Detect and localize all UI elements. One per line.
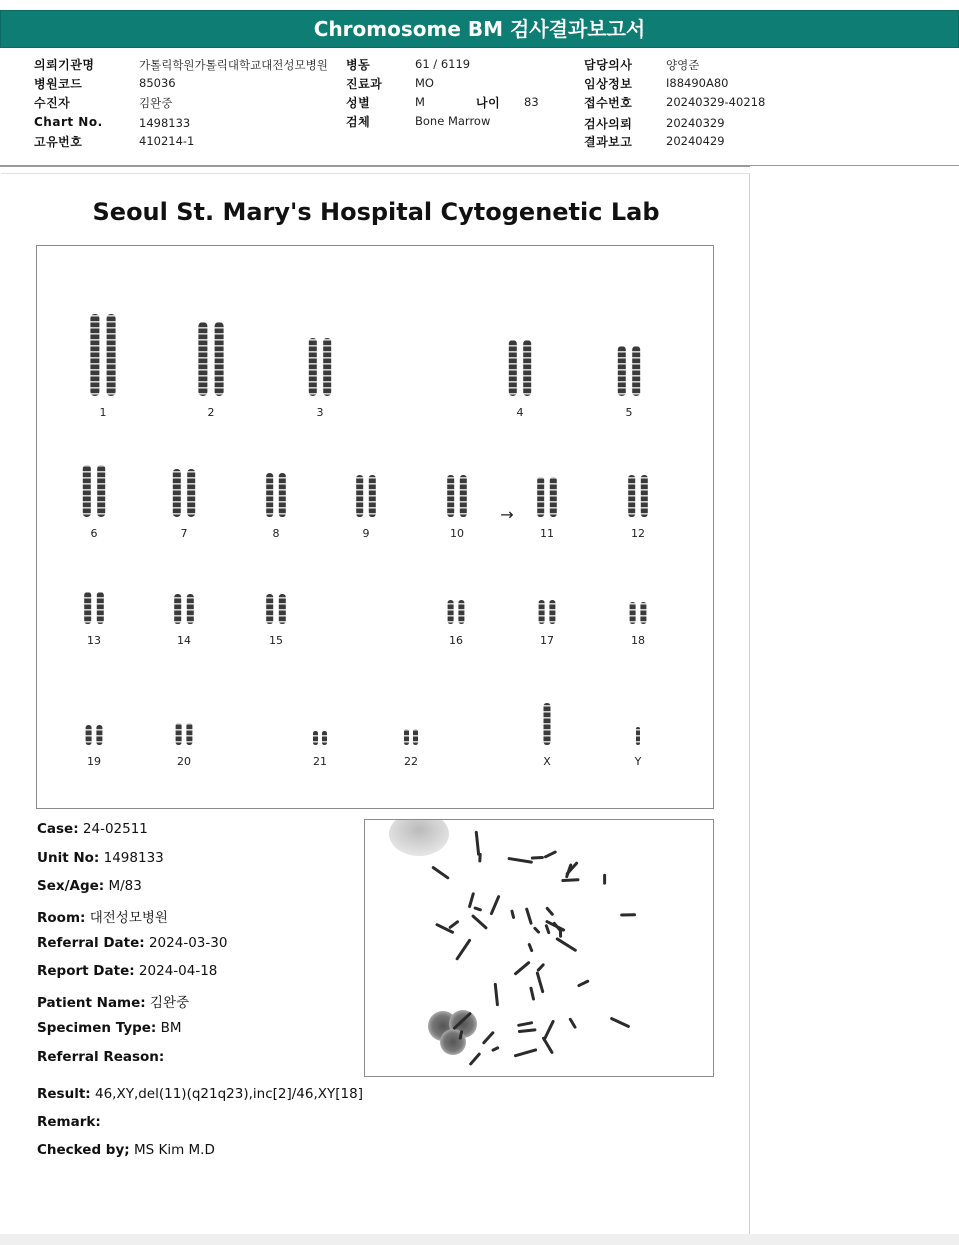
chart-label: Chart No. [34,115,103,129]
chromosome-label: 6 [90,527,98,540]
metaphase-chromosome-shape [518,1028,537,1033]
metaphase-chromosome-shape [491,1046,500,1052]
report-date-row [37,963,217,979]
referral-reason-label: Referral Reason: [37,1049,165,1065]
clinical-value: I88490A80 [666,76,729,90]
chromosome-label: 10 [450,527,464,540]
metaphase-chromosome-shape [568,1017,577,1029]
metaphase-chromosome-shape [473,906,482,911]
report-date-value: 2024-04-18 [138,963,218,979]
metaphase-chromosome-shape [455,938,472,961]
sex-label: 성별 [346,96,371,110]
metaphase-chromosome-shape [541,1036,554,1054]
patient-name-row [37,991,189,1011]
chromosome-label: 9 [362,527,370,540]
receipt-label: 접수번호 [584,96,633,110]
chromosome-label: 4 [516,406,524,419]
chromosome-shape [549,600,555,624]
chromosome-shape [176,723,182,745]
chromosome-shape [84,592,91,624]
chromosome-label: 19 [87,755,101,768]
chromosome-label: 5 [625,406,633,419]
chromosome-shape [83,465,91,517]
karyotype-labels [87,406,645,768]
recipient-label: 수진자 [34,96,71,110]
chromosome-shape [404,729,409,745]
referral-date-row [37,935,227,951]
chromosome-shape [279,594,286,624]
unique-label: 고유번호 [34,135,83,149]
metaphase-chromosome-shape [533,926,541,934]
chromosome-shape [448,600,454,624]
result-report-value: 20240429 [666,134,725,148]
chromosome-shape [537,477,544,517]
metaphase-chromosome-shape [489,895,500,916]
metaphase-chromosome-shape [478,853,481,863]
metaphase-chromosome-shape [431,866,450,880]
chromosome-label: 12 [631,527,645,540]
sexage-label: Sex/Age: [37,878,105,894]
metaphase-chromosome-shape [468,892,475,908]
unique-value: 410214-1 [139,134,195,148]
chromosome-label: 14 [177,634,191,647]
chromosome-label: 13 [87,634,101,647]
age-label: 나이 [476,96,501,110]
chromosome-shape [266,473,273,517]
hospital-code-label: 병원코드 [34,77,83,91]
chromosome-shape [413,729,418,745]
report-title-banner: Chromosome BM 검사결과보고서 [0,10,959,48]
metaphase-chromosome-shape [471,914,488,930]
chromosome-label: 15 [269,634,283,647]
remark-row [37,1114,101,1130]
karyogram-image [36,245,714,809]
chromosome-shape [86,725,92,745]
metaphase-chromosome-shape [517,1021,533,1027]
chromosome-shape [509,340,517,396]
chromosome-shape [187,594,194,624]
result-report-label: 결과보고 [584,135,633,149]
chromosome-shape [618,346,626,396]
metaphase-chromosome-shape [577,979,590,987]
chromosome-shape [369,475,376,517]
metaphase-chromosome-shape [544,924,550,935]
metaphase-chromosome-layer [431,831,636,1066]
chromosome-label: 3 [316,406,324,419]
chromosome-shape [523,340,531,396]
chromosome-shape [640,602,646,624]
chromosome-shape [636,727,640,745]
chromosome-shape [628,475,635,517]
patient-name-value: 김완중 [149,995,190,1011]
chromosome-shape [447,475,454,517]
chromosome-shape [173,469,181,517]
sexage-row [37,878,142,894]
sexage-value: M/83 [108,878,142,894]
chart-value: 1498133 [139,116,191,130]
right-blank-area [750,166,959,1245]
institution-value: 가톨릭학원가톨릭대학교대전성모병원 [139,58,328,72]
ward-label: 병동 [346,58,371,72]
chromosome-label: 18 [631,634,645,647]
chromosome-shape [550,477,557,517]
specimen-type-row [37,1020,182,1036]
lab-title: Seoul St. Mary's Hospital Cytogenetic Lab [92,198,660,226]
doctor-value: 양영준 [666,58,700,72]
bottom-strip [0,1234,959,1245]
metaphase-chromosome-shape [610,1017,631,1029]
metaphase-chromosome-shape [448,920,460,930]
chromosome-shape [323,338,331,396]
chromosome-shape [632,346,640,396]
receipt-value: 20240329-40218 [666,95,766,109]
metaphase-chromosome-shape [531,856,544,860]
dept-label: 진료과 [346,77,383,91]
age-value: 83 [524,95,539,109]
chromosome-shape [198,322,207,396]
specimen-type-label: Specimen Type: [37,1020,157,1036]
metaphase-chromosome-shape [513,961,530,976]
metaphase-chromosome-shape [555,937,577,952]
unit-row [37,850,164,866]
chromosome-shape [309,338,317,396]
chromosome-label: 16 [449,634,463,647]
result-label: Result: [37,1086,91,1102]
case-value: 24-02511 [82,821,148,837]
specimen-value: Bone Marrow [415,114,491,128]
chromosome-shape [186,723,192,745]
clinical-label: 임상정보 [584,77,633,91]
chromosome-shape [544,703,551,745]
metaphase-chromosome-shape [469,1052,482,1066]
specimen-label: 검체 [346,115,371,129]
metaphase-chromosome-shape [620,913,636,916]
room-label: Room: [37,910,86,926]
chromosome-label: X [543,755,551,768]
ward-value: 61 / 6119 [415,57,471,71]
recipient-value: 김완중 [139,96,173,110]
unit-value: 1498133 [103,850,164,866]
room-value: 대전성모병원 [89,910,168,926]
chromosome-shape [356,475,363,517]
metaphase-chromosome-shape [482,1031,495,1045]
chromosome-label: 17 [540,634,554,647]
result-value: 46,XY,del(11)(q21q23),inc[2]/46,XY[18] [94,1086,363,1102]
referral-reason-row [37,1049,164,1065]
metaphase-chromosome-shape [529,986,535,1000]
institution-label: 의뢰기관명 [34,58,95,72]
metaphase-chromosome-shape [536,971,545,993]
report-date-label: Report Date: [37,963,135,979]
metaphase-chromosome-shape [507,857,533,864]
metaphase-chromosome-shape [527,943,533,953]
chromosome-shape [641,475,648,517]
chromosome-shape [187,469,195,517]
chromosome-label: 22 [404,755,418,768]
case-row [37,821,148,837]
chromosome-shape [313,731,318,745]
chromosome-shape [97,465,105,517]
chromosome-shape [174,594,181,624]
chromosome-shape [539,600,545,624]
referral-date-value: 2024-03-30 [148,935,228,951]
unit-label: Unit No: [37,850,100,866]
checked-label: Checked by; [37,1142,130,1158]
metaphase-chromosome-shape [543,850,557,859]
chromosome-label: 1 [99,406,107,419]
metaphase-chromosome-shape [475,831,481,856]
remark-label: Remark: [37,1114,101,1130]
metaphase-chromosome-shape [603,874,606,885]
chromosome-label: 2 [207,406,215,419]
chromosome-label: 21 [313,755,327,768]
karyogram-svg [37,246,713,808]
chromosome-shape [322,731,327,745]
case-label: Case: [37,821,79,837]
metaphase-chromosome-shape [510,909,515,919]
chromosome-shape [266,594,273,624]
chromosome-shape [458,600,464,624]
request-value: 20240329 [666,116,725,130]
abnormal-arrow-icon: → [500,505,514,524]
request-label: 검사의뢰 [584,117,633,131]
metaphase-chromosome-shape [561,878,579,882]
doctor-label: 담당의사 [584,58,633,72]
chromosome-label: 8 [272,527,280,540]
dept-value: MO [415,76,434,90]
chromosome-shape [90,314,99,396]
nucleus-shape [389,820,449,856]
metaphase-chromosome-shape [525,907,533,925]
chromosome-label: 20 [177,755,191,768]
chromosome-shape [97,592,104,624]
hospital-code-value: 85036 [139,76,176,90]
metaphase-chromosome-shape [494,983,499,1007]
sex-value: M [415,95,425,109]
metaphase-image [364,819,714,1077]
chromosome-shape [630,602,636,624]
metaphase-chromosome-shape [514,1048,538,1057]
specimen-type-value: BM [160,1020,182,1036]
chromosome-shape [460,475,467,517]
checked-row [37,1142,215,1158]
chromosome-shape [279,473,286,517]
patient-header [0,49,959,167]
metaphase-chromosome-shape [536,963,545,972]
checked-value: MS Kim M.D [133,1142,215,1158]
chromosome-shape [107,314,116,396]
chromosome-label: 7 [180,527,188,540]
referral-date-label: Referral Date: [37,935,145,951]
chromosome-label: 11 [540,527,554,540]
chromosome-shape [96,725,102,745]
room-row [37,906,168,926]
result-row [37,1086,363,1102]
chromosome-label: Y [634,755,642,768]
metaphase-chromosome-shape [559,928,562,938]
chromosome-shape [215,322,224,396]
patient-name-label: Patient Name: [37,995,146,1011]
metaphase-svg [365,820,713,1076]
metaphase-chromosome-shape [545,906,554,916]
